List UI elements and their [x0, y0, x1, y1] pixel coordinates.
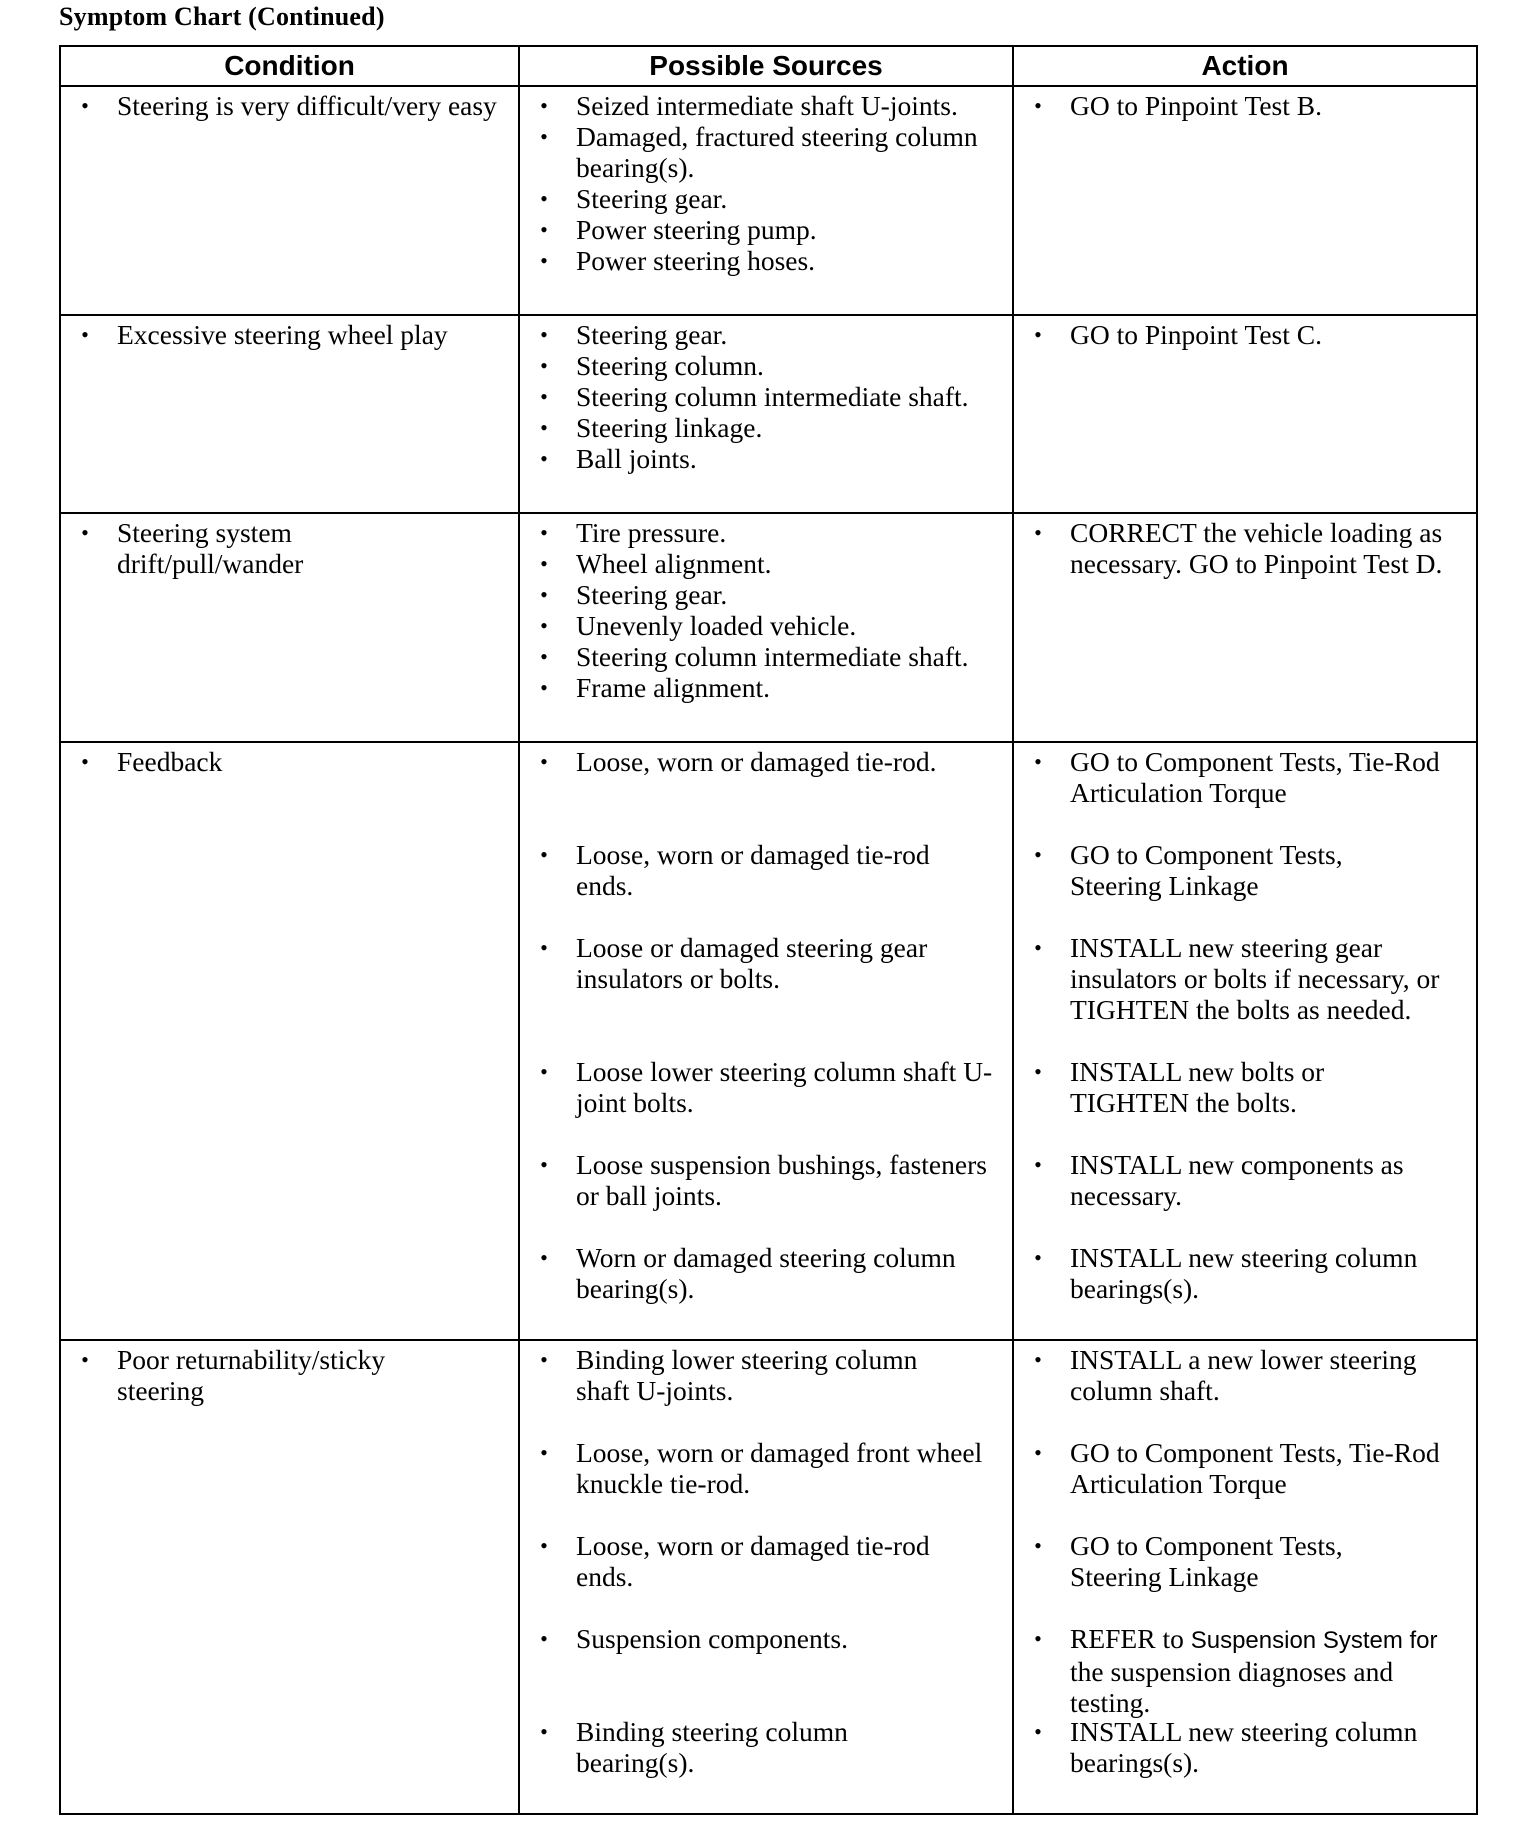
bullet-icon: • — [540, 1719, 548, 1744]
source-item: Loose, worn or damaged tie-rod. — [576, 746, 937, 777]
action-cell — [1013, 742, 1477, 1340]
sources-cell — [519, 86, 1013, 315]
source-item: Steering gear. — [576, 579, 728, 610]
source-item: Binding steering column bearing(s). — [576, 1716, 848, 1778]
bullet-icon: • — [540, 1059, 548, 1084]
bullet-icon: • — [540, 415, 548, 440]
bullet-icon: • — [540, 1440, 548, 1465]
bullet-icon: • — [1034, 520, 1042, 545]
action-item: INSTALL new bolts or TIGHTEN the bolts. — [1070, 1056, 1325, 1118]
bullet-icon: • — [1034, 1245, 1042, 1270]
table-row — [60, 513, 1477, 742]
bullet-icon: • — [1034, 1059, 1042, 1084]
bullet-icon: • — [540, 613, 548, 638]
bullet-icon: • — [81, 749, 89, 774]
bullet-icon: • — [540, 582, 548, 607]
action-item-reference: Suspension System for — [1190, 1627, 1438, 1654]
condition-text: Poor returnability/sticky steering — [117, 1344, 386, 1406]
condition-text: Steering is very difficult/very easy — [117, 90, 497, 121]
bullet-icon: • — [540, 675, 548, 700]
page-title: Symptom Chart (Continued) — [59, 2, 385, 31]
bullet-icon: • — [540, 935, 548, 960]
source-item: Seized intermediate shaft U-joints. — [576, 90, 958, 121]
action-item: INSTALL new steering gear insulators or bolts if necessary, or TIGHTEN the bolts as needed. — [1070, 932, 1440, 1025]
table-row — [60, 1340, 1477, 1814]
source-item: Loose suspension bushings, fasteners or ball joints. — [576, 1149, 987, 1211]
bullet-icon: • — [1034, 935, 1042, 960]
bullet-icon: • — [1034, 93, 1042, 118]
condition-cell — [60, 1340, 519, 1814]
bullet-icon: • — [81, 93, 89, 118]
action-item: REFER to — [1070, 1623, 1184, 1654]
bullet-icon: • — [1034, 1626, 1042, 1651]
bullet-icon: • — [81, 322, 89, 347]
symptom-chart-table — [59, 45, 1478, 1815]
condition-text: Steering system drift/pull/wander — [117, 517, 304, 579]
bullet-icon: • — [1034, 749, 1042, 774]
bullet-icon: • — [540, 384, 548, 409]
bullet-icon: • — [540, 1626, 548, 1651]
bullet-icon: • — [540, 1533, 548, 1558]
source-item: Steering gear. — [576, 183, 728, 214]
source-item: Ball joints. — [576, 443, 697, 474]
source-item: Damaged, fractured steering column bearing(s). — [576, 121, 978, 183]
source-item: Steering column intermediate shaft. — [576, 641, 969, 672]
source-item: Worn or damaged steering column bearing(s). — [576, 1242, 956, 1304]
source-item: Steering linkage. — [576, 412, 763, 443]
bullet-icon: • — [540, 446, 548, 471]
table-header-row — [60, 46, 1477, 86]
bullet-icon: • — [540, 551, 548, 576]
bullet-icon: • — [540, 1347, 548, 1372]
bullet-icon: • — [1034, 1533, 1042, 1558]
action-item: the suspension diagnoses and testing. — [1070, 1656, 1394, 1718]
source-item: Tire pressure. — [576, 517, 727, 548]
source-item: Loose, worn or damaged tie-rod ends. — [576, 1530, 930, 1592]
bullet-icon: • — [540, 217, 548, 242]
action-item: GO to Component Tests, Steering Linkage — [1070, 839, 1343, 901]
bullet-icon: • — [1034, 1152, 1042, 1177]
header-possible-sources: Possible Sources — [519, 46, 1013, 86]
bullet-icon: • — [540, 1245, 548, 1270]
header-action: Action — [1013, 46, 1477, 86]
bullet-icon: • — [1034, 322, 1042, 347]
header-condition: Condition — [60, 46, 519, 86]
source-item: Loose or damaged steering gear insulators or bolts. — [576, 932, 928, 994]
action-cell — [1013, 513, 1477, 742]
source-item: Suspension components. — [576, 1623, 848, 1654]
source-item: Steering gear. — [576, 319, 728, 350]
action-cell — [1013, 315, 1477, 513]
bullet-icon: • — [540, 322, 548, 347]
action-item: GO to Pinpoint Test C. — [1070, 319, 1322, 350]
action-item: GO to Pinpoint Test B. — [1070, 90, 1322, 121]
action-cell — [1013, 1340, 1477, 1814]
source-item: Frame alignment. — [576, 672, 770, 703]
source-item: Loose, worn or damaged tie-rod ends. — [576, 839, 930, 901]
source-item: Power steering hoses. — [576, 245, 816, 276]
action-item: INSTALL a new lower steering column shaft. — [1070, 1344, 1417, 1406]
bullet-icon: • — [81, 1347, 89, 1372]
sources-cell — [519, 1340, 1013, 1814]
source-item: Binding lower steering column shaft U-joints. — [576, 1344, 918, 1406]
source-item: Unevenly loaded vehicle. — [576, 610, 857, 641]
action-item: INSTALL new steering column bearings(s). — [1070, 1716, 1418, 1778]
bullet-icon: • — [81, 520, 89, 545]
bullet-icon: • — [1034, 1440, 1042, 1465]
condition-cell — [60, 742, 519, 1340]
action-item: GO to Component Tests, Tie-Rod Articulation Torque — [1070, 746, 1440, 808]
condition-cell — [60, 86, 519, 315]
action-item: GO to Component Tests, Steering Linkage — [1070, 1530, 1343, 1592]
table-row — [60, 315, 1477, 513]
bullet-icon: • — [540, 124, 548, 149]
bullet-icon: • — [1034, 1719, 1042, 1744]
bullet-icon: • — [540, 353, 548, 378]
action-item: INSTALL new components as necessary. — [1070, 1149, 1404, 1211]
bullet-icon: • — [540, 93, 548, 118]
bullet-icon: • — [540, 842, 548, 867]
condition-text: Excessive steering wheel play — [117, 319, 448, 350]
source-item: Wheel alignment. — [576, 548, 772, 579]
action-item: INSTALL new steering column bearings(s). — [1070, 1242, 1418, 1304]
bullet-icon: • — [540, 248, 548, 273]
bullet-icon: • — [540, 186, 548, 211]
source-item: Power steering pump. — [576, 214, 817, 245]
action-item: CORRECT the vehicle loading as necessary. GO to Pinpoint Test D. — [1070, 517, 1443, 579]
source-item: Steering column intermediate shaft. — [576, 381, 969, 412]
bullet-icon: • — [540, 1152, 548, 1177]
condition-cell — [60, 315, 519, 513]
condition-cell — [60, 513, 519, 742]
source-item: Steering column. — [576, 350, 764, 381]
sources-cell — [519, 315, 1013, 513]
bullet-icon: • — [540, 749, 548, 774]
source-item: Loose, worn or damaged front wheel knuckle tie-rod. — [576, 1437, 983, 1499]
bullet-icon: • — [540, 644, 548, 669]
sources-cell — [519, 742, 1013, 1340]
bullet-icon: • — [540, 520, 548, 545]
bullet-icon: • — [1034, 1347, 1042, 1372]
bullet-icon: • — [1034, 842, 1042, 867]
action-cell — [1013, 86, 1477, 315]
action-item: GO to Component Tests, Tie-Rod Articulation Torque — [1070, 1437, 1440, 1499]
table-row — [60, 742, 1477, 1340]
table-row — [60, 86, 1477, 315]
source-item: Loose lower steering column shaft U-joint bolts. — [576, 1056, 993, 1118]
condition-text: Feedback — [117, 746, 223, 777]
sources-cell — [519, 513, 1013, 742]
